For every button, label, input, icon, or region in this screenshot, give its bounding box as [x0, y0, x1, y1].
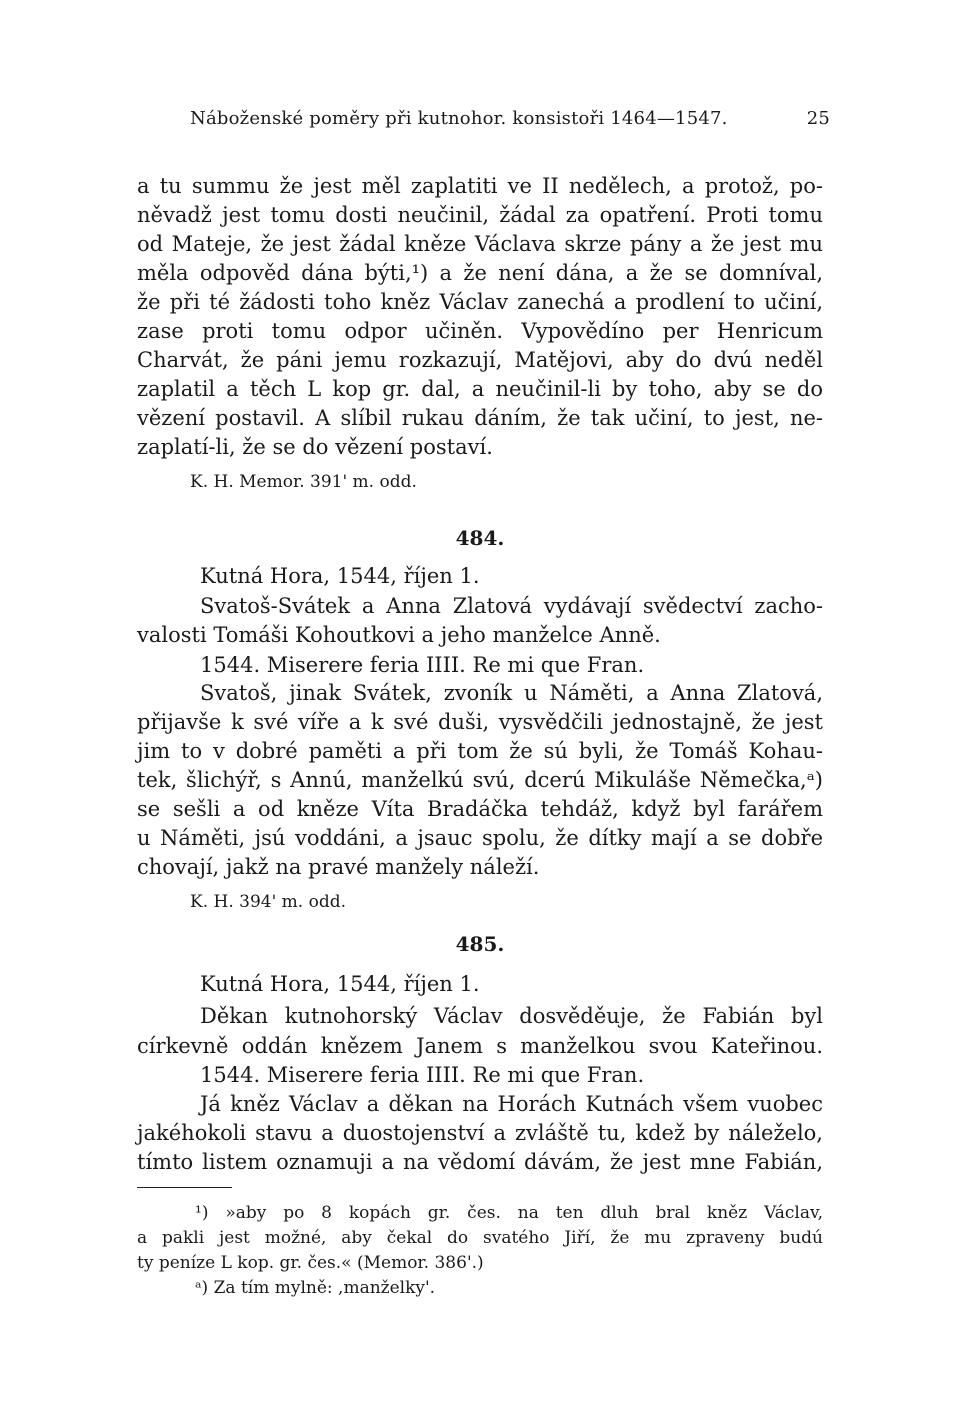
text-line: jakéhokoli stavu a duostojenství a zvláště tu, kdež by náleželo,	[137, 1121, 823, 1145]
running-head	[190, 108, 830, 129]
text-line: Svatoš, jinak Svátek, zvoník u Náměti, a Anna Zlatová,	[200, 681, 823, 705]
source-reference: K. H. Memor. 391' m. odd.	[190, 472, 417, 492]
page-number: 25	[806, 108, 830, 129]
entry-number-484: 484.	[455, 526, 505, 550]
text-line: tek, šlichýř, s Annú, manželkú svú, dcerú Mikuláše Němečka,ᵃ)	[137, 768, 823, 792]
text-line: že při té žádosti toho kněz Václav zanechá a prodlení to učiní,	[137, 290, 823, 314]
text-line: něvadž jest tomu dosti neučinil, žádal za opatření. Proti tomu	[137, 203, 823, 227]
summary-line: církevně oddán knězem Janem s manželkou svou Kateřinou.	[137, 1034, 823, 1058]
footnote-line: a pakli jest možné, aby čekal do svatého Jiří, že mu zpraveny budú	[137, 1228, 823, 1248]
text-line: měla odpověd dána býti,¹) a že není dána, a že se domníval,	[137, 261, 823, 285]
text-line: zase proti tomu odpor učiněn. Vypovědíno per Henricum	[137, 319, 823, 343]
place-date: Kutná Hora, 1544, říjen 1.	[200, 972, 480, 996]
text-line: zaplatil a těch L kop gr. dal, a neučinil-li by toho, aby se do	[137, 377, 823, 401]
summary-line: Svatoš-Svátek a Anna Zlatová vydávají svědectví zacho-	[200, 594, 823, 618]
entry-number-485: 485.	[455, 932, 505, 956]
text-line: tímto listem oznamuji a na vědomí dávám, že jest mne Fabián,	[137, 1150, 823, 1174]
footnote-line: ty peníze L kop. gr. čes.« (Memor. 386'.)	[137, 1253, 484, 1273]
place-date: Kutná Hora, 1544, říjen 1.	[200, 564, 480, 588]
footnote-rule	[137, 1187, 232, 1188]
text-line: jim to v dobré paměti a při tom že sú byli, že Tomáš Kohau-	[137, 739, 823, 763]
footnote-line: ¹) »aby po 8 kopách gr. čes. na ten dluh bral kněz Václav,	[195, 1203, 823, 1223]
footnote-a: ᵃ) Za tím mylně: ,manželky'.	[195, 1278, 436, 1298]
summary-line: valosti Tomáši Kohoutkovi a jeho manželce Anně.	[137, 623, 661, 647]
running-head-title: Náboženské poměry při kutnohor. konsistoři 1464—1547.	[190, 108, 728, 129]
source-reference: K. H. 394' m. odd.	[190, 892, 346, 912]
text-line: u Náměti, jsú voddáni, a jsauc spolu, že dítky mají a se dobře	[137, 826, 823, 850]
text-line: Charvát, že páni jemu rozkazují, Matějovi, aby do dvú neděl	[137, 348, 823, 372]
text-line: od Mateje, že jest žádal kněze Václava skrze pány a že jest mu	[137, 232, 823, 256]
text-line: vězení postavil. A slíbil rukau dáním, že tak učiní, to jest, ne-	[137, 406, 823, 430]
text-line: se sešli a od kněze Víta Bradáčka tehdáž, když byl farářem	[137, 797, 823, 821]
text-line: přijavše k své víře a k své duši, vysvědčili jednostajně, že jest	[137, 710, 823, 734]
text-line: a tu summu že jest měl zaplatiti ve II nedělech, a protož, po-	[137, 174, 823, 198]
dating-line: 1544. Miserere feria IIII. Re mi que Fran.	[200, 653, 645, 677]
text-line: zaplatí-li, že se do vězení postaví.	[137, 435, 493, 459]
summary-line: Děkan kutnohorský Václav dosvěděuje, že Fabián byl	[200, 1004, 823, 1028]
dating-line: 1544. Miserere feria IIII. Re mi que Fran.	[200, 1063, 645, 1087]
text-line: chovají, jakž na pravé manžely náleží.	[137, 855, 540, 879]
text-line: Já kněz Václav a děkan na Horách Kutnách všem vuobec	[200, 1092, 823, 1116]
